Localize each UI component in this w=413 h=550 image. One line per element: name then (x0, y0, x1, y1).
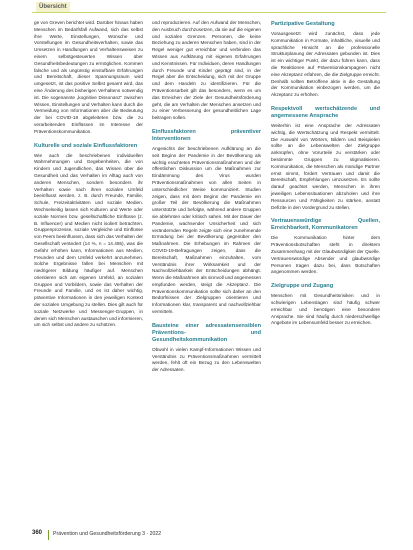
section-tag: Übersicht (36, 2, 70, 12)
header-rule (32, 12, 386, 13)
body-paragraph: und reproduzieren. Auf den Aufwand der Menschen, den Ausbruch durchzusetzen, da sie auf die eigenen und sozialen Grenzen. Personen, die keine Beziehung zu anderen Menschen haben, sind in der Regel weniger gut erreichbar und verbinden das Wissen aus Aufklärung mit eigenen Erfahrungen und Kenntnissen. Für Individuen, deren Handlungen durch Freunde und Kinder geprägt sind, in der Regel aber die Entscheidung, sich mit der Gruppe und dem Handeln zu identifizieren. Für die Präventionsarbeit gilt das besonders, wenn es um das Erreichen der Ziele der Gesundheitsförderung geht, die am Verhalten der Menschen ansetzen und zu einer Verbesserung der gesundheitlichen Lage beitragen sollen. (152, 20, 261, 121)
section-heading: Partizipative Gestaltung (271, 21, 335, 27)
body-paragraph: Menschen mit Gesundheitsrisiken und in schwierigen Lebenslagen sind häufig schwer erreichbar und benötigen eine besondere Ansprache. Sie sind häufig durch niederschwellige Angebote im Lebensumfeld besser zu erreichen. (271, 293, 380, 326)
page-footer (0, 528, 413, 544)
body-paragraph: Angesichts der beschriebenen Aufklärung an die seit Beginn der Pandemie in der Bevölkerung als wichtig erachteten Präventionsmaßnahmen und der öffentlichen Diskussion um die Maßnahmen zur Eindämmung des Virus wurden Präventionsmaßnahmen von allen Seiten in unterschiedlicher Weise kommuniziert. Studien zeigen, dass mit dem Beginn der Pandemie ein großer Teil der Bevölkerung die Maßnahmen unterstützte und befolgte, während andere Gruppen sie ablehnten oder kritisch sahen. Mit der Dauer der Pandemie, wachsender Unsicherheit und sich verändernden Regeln zeigte sich eine zunehmende Ermüdung bei der Bevölkerung gegenüber den Maßnahmen. Die Erhebungen im Rahmen der COVID-19-Befragungen zeigen, dass die Bereitschaft, Maßnahmen einzuhalten, vom Verständnis ihrer Wirksamkeit und der Nachvollziehbarkeit der Entscheidungen abhängt. Wenn die Maßnahmen als sinnvoll und angemessen empfunden werden, steigt die Akzeptanz. Die Präventionskommunikation sollte sich daher an den Bedürfnissen der Zielgruppen orientieren und Informationen klar, transparent und nachvollziehbar vermitteln. (152, 145, 261, 315)
column-1 (34, 20, 143, 524)
body-paragraph: Die Kommunikation hinter dem Präventionsbotschaften steht in direktem Zusammenhang mit der Glaubwürdigkeit der Quelle. Vertrauenswürdige Absender und glaubwürdige Personen tragen dazu bei, dass Botschaften angenommen werden. (271, 235, 380, 275)
column-2 (152, 20, 261, 524)
section-heading: Einflussfaktoren präventiver Interventionen (152, 128, 261, 142)
body-paragraph: Vorausgesetzt wird zunächst, dass jede Kommunikation in Formate, inhaltliche, visuelle und sprachliche Hinsicht an die professionelle Strukturplanung der Adressaten gebunden ist. Dies ist ein wichtiger Punkt, der dazu führen kann, dass die Reaktionen auf Präventionskampagnen nicht eine Akzeptanz erfahren, die die Zielgruppe erreicht. Deshalb sollten Betroffene aktiv in die Gestaltung der Kommunikation einbezogen werden, um die Akzeptanz zu erhöhen. (271, 31, 380, 98)
journal-citation: Prävention und Gesundheitsförderung 3 · 2022 (53, 531, 162, 537)
section-heading: Kulturelle und soziale Einflussfaktoren (34, 142, 138, 149)
body-paragraph: Obwohl in vielen Kampf-Informationen Wissen und Verständnis zu Präventionsmaßnahmen vermittelt werden, fehlt oft ein Bezug zu den Lebenswelten der Adressaten. (152, 346, 261, 373)
section-heading: Vertrauenswürdige Quellen, Erreichbarkeit, Kommunikatoren (271, 218, 380, 232)
body-paragraph: Wie auch die beschriebenen individuellen Wahrnehmungen und Gegebenheiten, die von Kindern und Jugendlichen, das Wissen über die Gesundheit und das Verhalten im Alltag auch von anderen Menschen, sondern besonders ihr Verhalten sowie nach ihren sozialen Umfeld beeinflusst werden, z. B. durch Freunde, Familie, Schule, Freizeitaktivitäten und soziale Medien. Wechselseitig lassen sich Kulturen und Werte oder soziale Normen bzw. gesellschaftliche Einflüsse (z. B. Influencer) und Medien nicht isoliert betrachten. Gruppenprozesse, soziale Vergleiche und Einflüsse von Peers beeinflussen, dass sich das Verhalten der Gesellschaft verändert (14 %, n = 14.455), was die Gefahr erhöhen kann, Informationen aus Medien, Freunden und dem Umfeld verkehrt anzunehmen. Solche Ergebnisse fallen bei Menschen mit niedrigerer Bildung häufiger auf. Menschen orientieren sich am eigenen Umfeld, an sozialen Gruppen und Vorbildern, sowie das Verhalten der Freunde und Familie, und es ist daher wichtig, präventive Informationen in den jeweiligen Kontext der sozialen Umgebung zu stellen. Dies gilt auch für soziale Netzwerke und Messenger-Gruppen, in denen sich Menschen austauschen und informieren, um sich selbst und andere zu schützen. (34, 152, 143, 328)
page-number: 360 (32, 530, 43, 536)
section-heading: Bausteine einer adressatensensiblen Präventions- und Gesundheitskommunikation (152, 322, 261, 343)
footer-divider (48, 530, 49, 540)
section-heading: Zielgruppe und Zugang (271, 283, 334, 290)
body-paragraph: Weiterhin ist eine Ansprache der Adressaten wichtig, die Wertschätzung und Respekt vermittelt. Die Auswahl von Wörtern, Bildern und Beispielen sollte an die Lebenswelten der Zielgruppe anknüpfen, ohne Vorurteile zu verstärken oder bestimmte Gruppen zu stigmatisieren. Kommunikation, die Menschen als mündige Partner ernst nimmt, fördert Vertrauen und damit die Bereitschaft, Empfehlungen umzusetzen. Es sollte darauf geachtet werden, Menschen in ihren jeweiligen Lebenssituationen abzuholen und ihre Ressourcen und Fähigkeiten zu stärken, anstatt Defizite in den Vordergrund zu stellen. (271, 122, 380, 210)
column-3 (271, 20, 380, 524)
body-paragraph: ge von Greven berichtet wird. Darüber hinaus haben Menschen im Bedarfsfall Aufwand, sich das selbst ihre Werte, Einstellungen, Wünsche und Vorstellungen im Gesundheitsverhalten, sowie das Umsetzen in Handlungen und Verhaltensweisen zu einem selbstgesteuerten Wissen über Gesundheitsbedeutungen zu ermöglichen. Kommen falsche und als ungünstig einstufbare Erfahrungen und Bereitschaft, dieser Spannungsraum wird umgesetzt, ist das positive Selbst gesamt wird, das eine Änderung des bisherigen Verhaltens notwendig ist. Die sogenannte „kognitive Dissonanz“ zwischen Wissen, Einstellungen und Verhalten kann durch die Vermeidung von Informationen aber die Bedeutung der bei COVID-19 abgeleiteten bzw. die zu verarbeitenden Einflüssen im Interesse der Präventionskommunikation. (34, 20, 143, 134)
section-heading: Respektvoll wertschätzende und angemessene Ansprache (271, 105, 380, 119)
